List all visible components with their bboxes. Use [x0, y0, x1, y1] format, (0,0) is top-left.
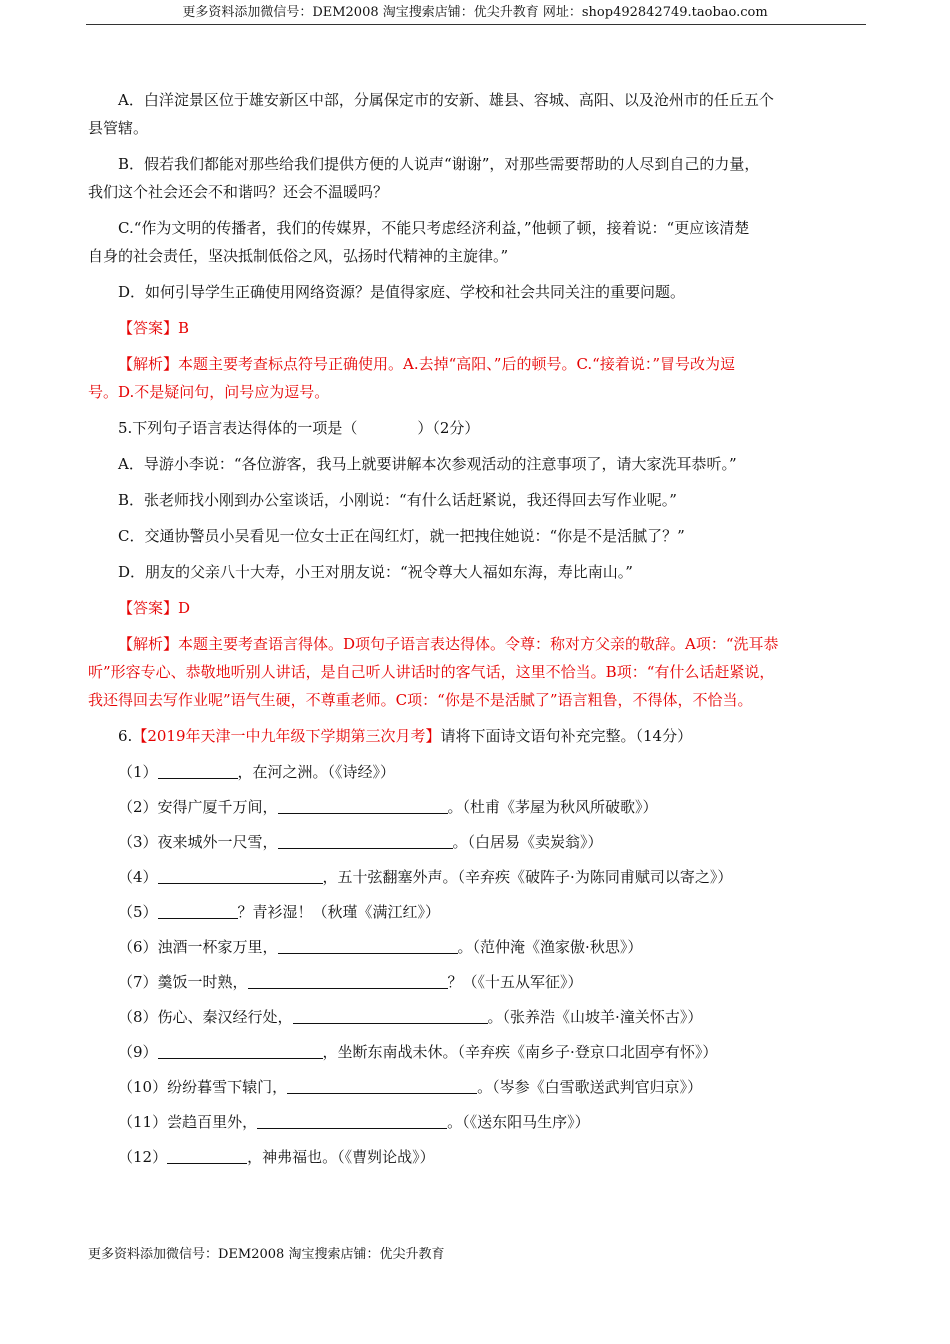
- q6-source: 【2019年天津一中九年级下学期第三次月考】: [132, 727, 441, 745]
- q6-item-suffix: ，在河之洲。（《诗经》）: [237, 763, 396, 781]
- q6-item-suffix: ？青衫湿！（秋瑾《满江红》）: [237, 903, 441, 921]
- q6-item-suffix: 。（杜甫《茅屋为秋风所破歌》）: [447, 798, 658, 816]
- fill-blank[interactable]: [278, 832, 453, 849]
- q6-item-suffix: ，五十弦翻塞外声。（辛弃疾《破阵子·为陈同甫赋司以寄之》）: [322, 868, 733, 886]
- q6-item: [88, 1005, 863, 1029]
- q5-analysis: 【解析】本题主要考查语言得体。D项句子语言表达得体。令尊：称对方父亲的敬辞。A项：“洗耳恭: [118, 635, 779, 653]
- q4-analysis: 【解析】本题主要考查标点符号正确使用。A.去掉“高阳、”后的顿号。C.“接着说：”冒号改为逗: [118, 355, 735, 373]
- fill-blank[interactable]: [278, 937, 458, 954]
- q4-option-d: D．如何引导学生正确使用网络资源？是值得家庭、学校和社会共同关注的重要问题。: [118, 283, 686, 301]
- document-body: [88, 88, 863, 1180]
- q6-item-suffix: 。（张养浩《山坡羊·潼关怀古》）: [487, 1008, 703, 1026]
- q4-option-b-cont: 我们这个社会还会不和谐吗？还会不温暖吗？: [88, 183, 389, 201]
- q4-option-a: [88, 88, 863, 112]
- q6-item: [88, 1040, 863, 1064]
- fill-blank[interactable]: [287, 1077, 477, 1094]
- q6-item-prefix: （7）羹饭一时熟，: [118, 973, 248, 991]
- q5-option-b: B．张老师找小刚到办公室谈话，小刚说：“有什么话赶紧说，我还得回去写作业呢。”: [118, 491, 677, 509]
- q6-item-prefix: （12）: [118, 1148, 168, 1166]
- q5-option-c: C．交通协警员小吴看见一位女士正在闯红灯，就一把拽住她说：“你是不是活腻了？”: [118, 527, 685, 545]
- q6-item: [88, 1110, 863, 1134]
- q6-item-prefix: （11）尝趋百里外，: [118, 1113, 258, 1131]
- q6-item-prefix: （3）夜来城外一尺雪，: [118, 833, 278, 851]
- q5-option-a: A．导游小李说：“各位游客，我马上就要讲解本次参观活动的注意事项了，请大家洗耳恭听。”: [118, 455, 737, 473]
- q4-option-c-cont: 自身的社会责任，坚决抵制低俗之风，弘扬时代精神的主旋律。”: [88, 247, 509, 265]
- q6-item: [88, 1075, 863, 1099]
- q6-item-prefix: （2）安得广厦千万间，: [118, 798, 278, 816]
- q6-item: [88, 935, 863, 959]
- q6-number: 6.: [118, 727, 133, 745]
- q6-item: [88, 1145, 863, 1169]
- q6-stem-text: 请将下面诗文语句补充完整。（14分）: [440, 727, 693, 745]
- q6-item: [88, 760, 863, 784]
- q6-item-suffix: 。（白居易《卖炭翁》）: [452, 833, 603, 851]
- q6-item: [88, 830, 863, 854]
- q6-item-prefix: （9）: [118, 1043, 158, 1061]
- header-divider: [86, 24, 866, 25]
- q4-option-a-cont: 县管辖。: [88, 119, 149, 137]
- q6-stem: [88, 724, 863, 748]
- page-header: 更多资料添加微信号：DEM2008 淘宝搜索店铺：优尖升教育 网址：shop492842749.taobao.com: [182, 5, 768, 20]
- page-footer: 更多资料添加微信号：DEM2008 淘宝搜索店铺：优尖升教育: [88, 1247, 445, 1262]
- q5-answer: 【答案】D: [118, 599, 191, 617]
- q5-stem-text: 5.下列句子语言表达得体的一项是（: [118, 419, 358, 437]
- fill-blank[interactable]: [158, 1042, 323, 1059]
- q4-analysis-cont: 号。D.不是疑问句，问号应为逗号。: [88, 383, 330, 401]
- fill-blank[interactable]: [293, 1007, 488, 1024]
- q6-item: [88, 865, 863, 889]
- fill-blank[interactable]: [158, 902, 238, 919]
- q6-item-suffix: 。（岑参《白雪歌送武判官归京》）: [477, 1078, 703, 1096]
- q5-stem-points: ）（2分）: [417, 419, 480, 437]
- fill-blank[interactable]: [248, 972, 448, 989]
- q6-item-suffix: ，神弗福也。（《曹刿论战》）: [247, 1148, 435, 1166]
- q6-item-prefix: （5）: [118, 903, 158, 921]
- q5-analysis-cont-1: 听”形容专心、恭敬地听别人讲话，是自己听人讲话时的客气话，这里不恰当。B项：“有什么话赶紧说，: [88, 663, 775, 681]
- q6-item-prefix: （8）伤心、秦汉经行处，: [118, 1008, 293, 1026]
- q6-item-prefix: （10）纷纷暮雪下辕门，: [118, 1078, 288, 1096]
- q4-answer: 【答案】B: [118, 319, 190, 337]
- fill-blank[interactable]: [158, 867, 323, 884]
- q4-option-c: C.“作为文明的传播者，我们的传媒界，不能只考虑经济利益，”他顿了顿，接着说：“更应该清楚: [118, 219, 750, 237]
- q6-item-prefix: （6）浊酒一杯家万里，: [118, 938, 278, 956]
- q5-stem: [88, 416, 863, 440]
- fill-blank[interactable]: [278, 797, 448, 814]
- fill-blank[interactable]: [167, 1147, 247, 1164]
- q6-item-prefix: （1）: [118, 763, 158, 781]
- q5-analysis-cont-2: 我还得回去写作业呢”语气生硬，不尊重老师。C项：“你是不是活腻了”语言粗鲁，不得体，不恰当。: [88, 691, 753, 709]
- q6-item: [88, 795, 863, 819]
- fill-blank[interactable]: [257, 1112, 447, 1129]
- q5-option-d: D．朋友的父亲八十大寿，小王对朋友说：“祝令尊大人福如东海，寿比南山。”: [118, 563, 633, 581]
- q6-item-suffix: 。（范仲淹《渔家傲·秋思》）: [457, 938, 643, 956]
- q6-item-suffix: ，坐断东南战未休。（辛弃疾《南乡子·登京口北固亭有怀》）: [322, 1043, 718, 1061]
- q6-item-suffix: 。（《送东阳马生序》）: [447, 1113, 590, 1131]
- q4-option-a-line1: A．白洋淀景区位于雄安新区中部，分属保定市的安新、雄县、容城、高阳、以及沧州市的任丘五个: [118, 91, 774, 109]
- q4-option-b: B．假若我们都能对那些给我们提供方便的人说声“谢谢”，对那些需要帮助的人尽到自己的力量，: [118, 155, 760, 173]
- q6-item: [88, 900, 863, 924]
- fill-blank[interactable]: [158, 762, 238, 779]
- q6-item-prefix: （4）: [118, 868, 158, 886]
- q6-item-suffix: ？（《十五从军征》）: [447, 973, 583, 991]
- q6-item: [88, 970, 863, 994]
